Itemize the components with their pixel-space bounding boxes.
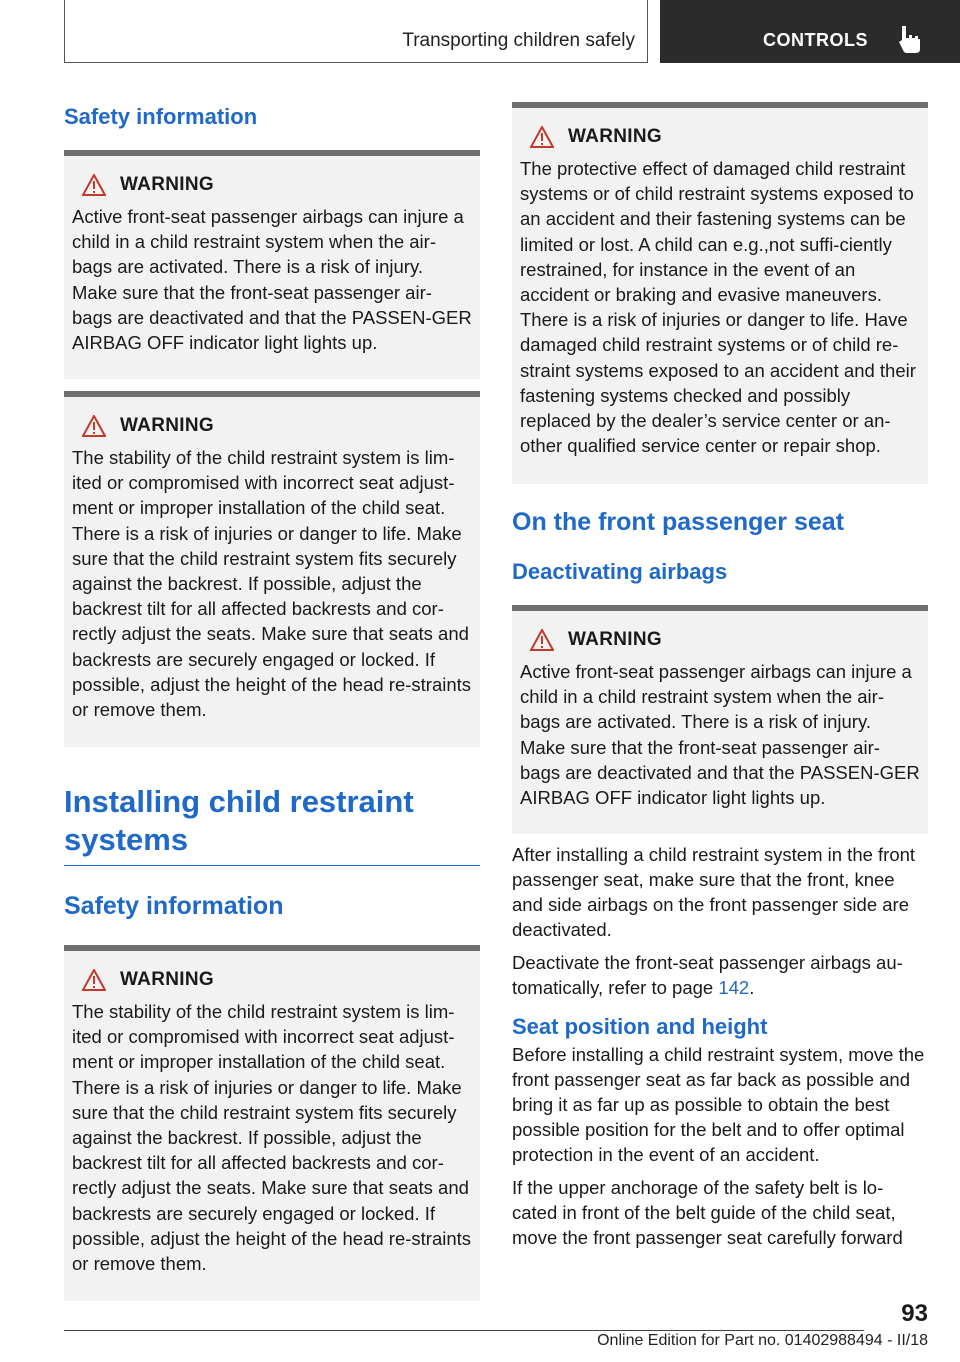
paragraph-with-link bbox=[512, 950, 928, 1000]
footer-divider bbox=[64, 1330, 864, 1331]
warning-triangle-icon bbox=[82, 415, 106, 437]
warning-title: WARNING bbox=[120, 174, 214, 195]
paragraph: Before installing a child restraint system, move the front passenger seat as far back as possible and bring it as far up as possible to obtain the best possible position for the belt and to offer optimal protection in the event of an accident. bbox=[512, 1044, 925, 1165]
page-reference-link[interactable]: 142 bbox=[718, 977, 750, 998]
safety-info-heading: Safety information bbox=[64, 104, 258, 129]
edition-text: Online Edition for Part no. 01402988494 - II/18 bbox=[597, 1332, 928, 1349]
warning-box bbox=[64, 391, 480, 747]
seat-position-heading: Seat position and height bbox=[512, 1014, 768, 1039]
warning-text: The protective effect of damaged child restraint systems or of child restraint systems exposed to an accident and their fastening systems can be limited or lost. A child can e.g.,not suffi-ciently restrained, for instance in the event of an accident or braking and evasive maneuvers. There is a risk of injuries or danger to life. Have damaged child restraint systems or of child re-straint systems exposed to an accident and their fastening systems checked and possibly replaced by the dealer’s service center or an-other qualified service center or repair shop. bbox=[520, 158, 916, 457]
front-seat-heading: On the front passenger seat bbox=[512, 508, 845, 536]
warning-triangle-icon bbox=[82, 174, 106, 196]
paragraph: After installing a child restraint system in the front passenger seat, make sure that the front, knee and side airbags on the front passenger side are deactivated. bbox=[512, 844, 916, 940]
warning-title: WARNING bbox=[120, 415, 214, 436]
installing-heading-block bbox=[64, 783, 480, 866]
right-column bbox=[512, 102, 928, 1250]
chapter-label: CONTROLS bbox=[763, 30, 868, 50]
warning-header bbox=[530, 629, 920, 651]
warning-text: Active front-seat passenger airbags can injure a child in a child restraint system when the air-bags are activated. There is a risk of injury. Make sure that the front-seat passenger air-bags are deactivated and that the PASSEN-GER AIRBAG OFF indicator light lights up. bbox=[520, 661, 920, 809]
pointing-hand-icon bbox=[896, 24, 924, 54]
warning-triangle-icon bbox=[82, 969, 106, 991]
safety-info-heading-2: Safety information bbox=[64, 892, 284, 920]
installing-heading: Installing child restraint systems bbox=[64, 784, 414, 857]
warning-box bbox=[64, 945, 480, 1301]
warning-text: The stability of the child restraint system is lim-ited or compromised with incorrect seat adjust-ment or improper installation of the child seat. There is a risk of injuries or danger to life. Make sure that the child restraint system fits securely against the backrest. If possible, adjust the backrest tilt for all affected backrests and cor-rectly adjust the seats. Make sure that seats and backrests are securely engaged or locked. If possible, adjust the height of the head re-straints or remove them. bbox=[72, 1001, 472, 1275]
section-title: Transporting children safely bbox=[402, 30, 635, 51]
paragraph: If the upper anchorage of the safety belt is lo-cated in front of the belt guide of the child seat, move the front passenger seat carefully forward bbox=[512, 1177, 903, 1248]
warning-box bbox=[64, 150, 480, 379]
warning-box bbox=[512, 605, 928, 834]
header-section-box bbox=[64, 0, 648, 63]
warning-header bbox=[530, 126, 920, 148]
header-chapter-box bbox=[660, 0, 960, 63]
warning-box bbox=[512, 102, 928, 484]
warning-triangle-icon bbox=[530, 126, 554, 148]
deactivating-airbags-heading: Deactivating airbags bbox=[512, 559, 728, 584]
warning-header bbox=[82, 174, 472, 196]
page-number: 93 bbox=[901, 1300, 928, 1327]
warning-triangle-icon bbox=[530, 629, 554, 651]
warning-header bbox=[82, 969, 472, 991]
warning-title: WARNING bbox=[568, 629, 662, 650]
warning-title: WARNING bbox=[120, 969, 214, 990]
paragraph-text: . bbox=[749, 977, 755, 998]
warning-title: WARNING bbox=[568, 126, 662, 147]
paragraph-text: Deactivate the front-seat passenger airbags au-tomatically, refer to page bbox=[512, 952, 903, 998]
warning-text: The stability of the child restraint system is lim-ited or compromised with incorrect seat adjust-ment or improper installation of the child seat. There is a risk of injuries or danger to life. Make sure that the child restraint system fits securely against the backrest. If possible, adjust the backrest tilt for all affected backrests and cor-rectly adjust the seats. Make sure that seats and backrests are securely engaged or locked. If possible, adjust the height of the head re-straints or remove them. bbox=[72, 447, 472, 721]
warning-text: Active front-seat passenger airbags can injure a child in a child restraint system when the air-bags are activated. There is a risk of injury. Make sure that the front-seat passenger air-bags are deactivated and that the PASSEN-GER AIRBAG OFF indicator light lights up. bbox=[72, 206, 472, 354]
left-column bbox=[64, 100, 480, 1301]
warning-header bbox=[82, 415, 472, 437]
